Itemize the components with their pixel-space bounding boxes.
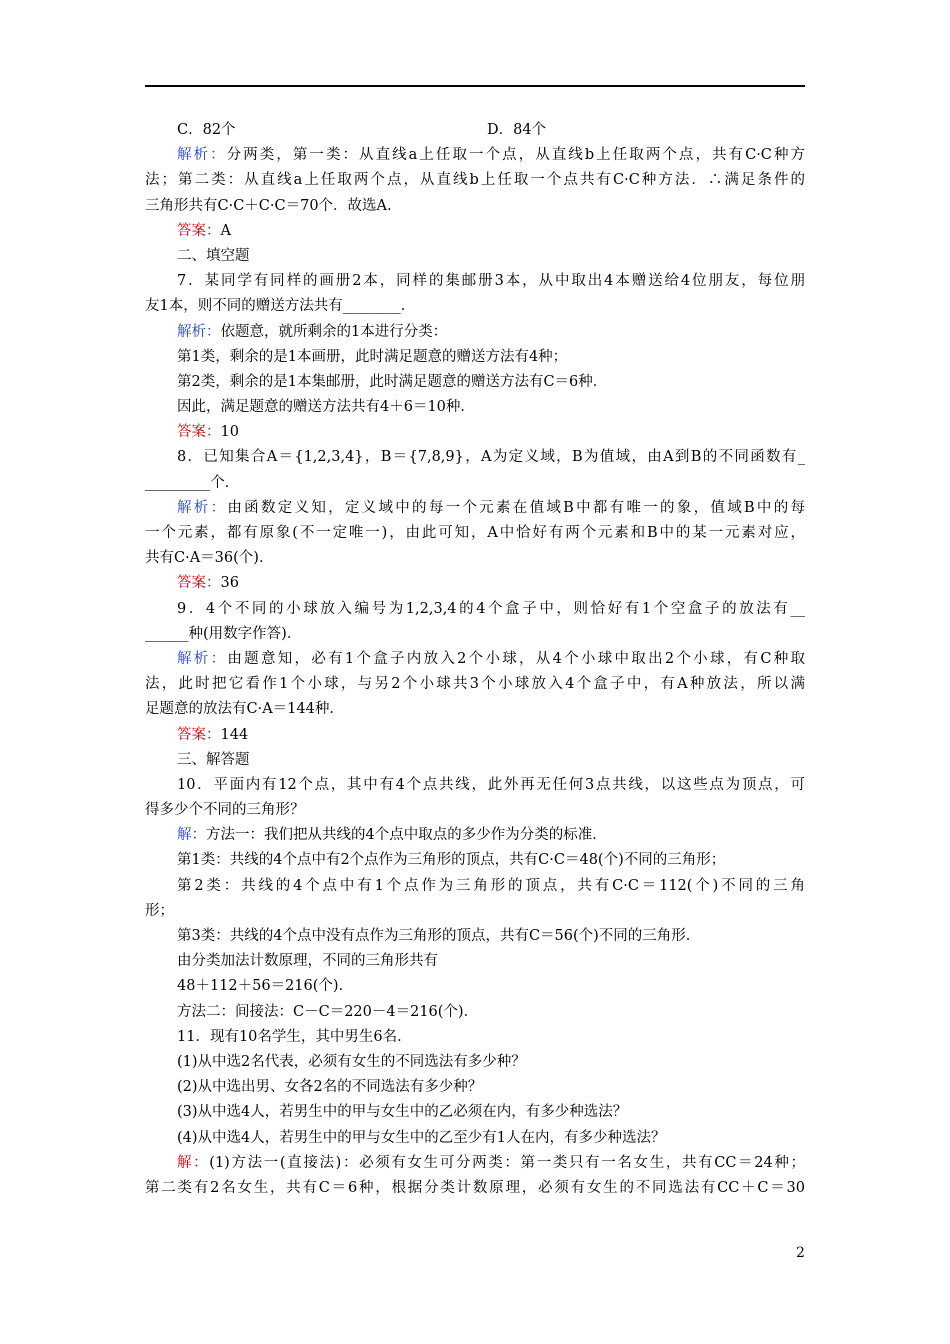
q11-part-4: (4)从中选4人，若男生中的甲与女生中的乙至少有1人在内，有多少种选法？ [177, 1129, 666, 1146]
q10-stem-1: 10．平面内有12个点，其中有4个点共线，此外再无任何3点共线，以这些点为顶点，可 [177, 776, 805, 793]
q9-stem-2: ______种(用数字作答)． [145, 625, 302, 642]
analysis-label: 解析： [177, 147, 227, 164]
q6-analysis-line-1: 解析：分两类，第一类：从直线a上任取一个点，从直线b上任取两个点，共有C·C种方 [177, 147, 805, 164]
q9-stem-1: 9．4个不同的小球放入编号为1,2,3,4的4个盒子中，则恰好有1个空盒子的放法有__ [177, 600, 805, 617]
q6-analysis-line-3: 三角形共有C·C＋C·C＝70个．故选A. [145, 197, 392, 214]
q11-part-2: (2)从中选出男、女各2名的不同选法有多少种？ [177, 1079, 483, 1096]
page-content [145, 118, 805, 1201]
q10-stem-2: 得多少个不同的三角形？ [145, 802, 305, 819]
q7-stem-2: 友1本，则不同的赠送方法共有________． [145, 298, 416, 315]
q10-solution-1: 解：方法一：我们把从共线的4个点中取点的多少作为分类的标准． [177, 827, 607, 844]
q9-analysis-3: 足题意的放法有C·A＝144种． [145, 701, 344, 718]
section-fill-in: 二、填空题 [177, 247, 250, 264]
answer-label: 答案： [177, 726, 221, 743]
page-number: 2 [796, 1245, 805, 1261]
choice-c: C．82个 [177, 122, 236, 138]
q7-analysis-3: 第2类，剩余的是1本集邮册，此时满足题意的赠送方法有C＝6种． [177, 373, 608, 390]
q7-analysis-2: 第1类，剩余的是1本画册，此时满足题意的赠送方法有4种； [177, 348, 568, 365]
q11-part-1: (1)从中选2名代表，必须有女生的不同选法有多少种？ [177, 1053, 526, 1070]
analysis-label: 解析： [177, 499, 228, 516]
q10-solution-6: 由分类加法计数原理，不同的三角形共有 [177, 953, 438, 970]
q8-analysis-2: 一个元素，都有原象(不一定唯一)，由此可知，A中恰好有两个元素和B中的某一元素对应， [145, 525, 805, 541]
q10-solution-2: 第1类：共线的4个点中有2个点作为三角形的顶点，共有C·C＝48(个)不同的三角形； [177, 852, 726, 869]
q9-analysis-2: 法，此时把它看作1个小球，与另2个小球共3个小球放入4个盒子中，有A种放法，所以满 [145, 676, 805, 693]
q10-solution-8: 方法二：间接法：C－C＝220－4＝216(个)． [177, 1003, 479, 1020]
q7-answer: 答案：10 [177, 424, 239, 441]
q6-answer: 答案：A [177, 222, 231, 239]
q10-solution-4: 形； [145, 902, 174, 919]
q11-stem: 11．现有10名学生，其中男生6名． [177, 1028, 412, 1045]
q8-stem-1: 8．已知集合A＝{1,2,3,4}，B＝{7,8,9}，A为定义域，B为值域，由A到B的不同函数有_ [177, 449, 805, 466]
q8-answer: 答案：36 [177, 575, 239, 592]
q7-analysis-4: 因此，满足题意的赠送方法共有4＋6＝10种． [177, 399, 475, 416]
answer-label: 答案： [177, 424, 221, 441]
q8-analysis-1: 解析：由函数定义知，定义域中的每一个元素在值域B中都有唯一的象，值域B中的每 [177, 499, 805, 516]
q6-analysis-line-2: 法；第二类：从直线a上任取两个点，从直线b上任取一个点共有C·C种方法．∴满足条件的 [145, 172, 805, 189]
q7-analysis-1: 解析：依题意，就所剩余的1本进行分类： [177, 323, 448, 340]
q9-answer: 答案：144 [177, 726, 249, 743]
solution-label: 解： [177, 1154, 210, 1171]
q8-stem-2: _________个． [145, 474, 240, 491]
q9-analysis-1: 解析：由题意知，必有1个盒子内放入2个小球，从4个小球中取出2个小球，有C种取 [177, 650, 805, 667]
answer-label: 答案： [177, 222, 221, 239]
analysis-label: 解析： [177, 650, 228, 667]
header-rule [145, 85, 805, 87]
q10-solution-7: 48＋112＋56＝216(个)． [177, 978, 354, 995]
q10-solution-3: 第2类：共线的4个点中有1个点作为三角形的顶点，共有C·C＝112(个)不同的三角 [177, 877, 805, 894]
q10-solution-5: 第3类：共线的4个点中没有点作为三角形的顶点，共有C＝56(个)不同的三角形． [177, 928, 701, 944]
section-solve: 三、解答题 [177, 751, 250, 768]
q11-part-3: (3)从中选4人，若男生中的甲与女生中的乙必须在内，有多少种选法？ [177, 1104, 628, 1121]
solution-label: 解： [177, 827, 206, 844]
q7-stem-1: 7．某同学有同样的画册2本，同样的集邮册3本，从中取出4本赠送给4位朋友，每位朋 [177, 273, 805, 290]
top-choices [145, 118, 805, 143]
q11-solution-2: 第二类有2名女生，共有C＝6种，根据分类计数原理，必须有女生的不同选法有CC＋C＝30 [145, 1179, 805, 1196]
choice-d: D．84个 [487, 122, 547, 138]
q11-solution-1: 解：(1)方法一(直接法)：必须有女生可分两类：第一类只有一名女生，共有CC＝24种； [177, 1154, 805, 1171]
q8-analysis-3: 共有C·A＝36(个)． [145, 550, 274, 567]
analysis-label: 解析： [177, 323, 221, 340]
answer-label: 答案： [177, 575, 221, 592]
